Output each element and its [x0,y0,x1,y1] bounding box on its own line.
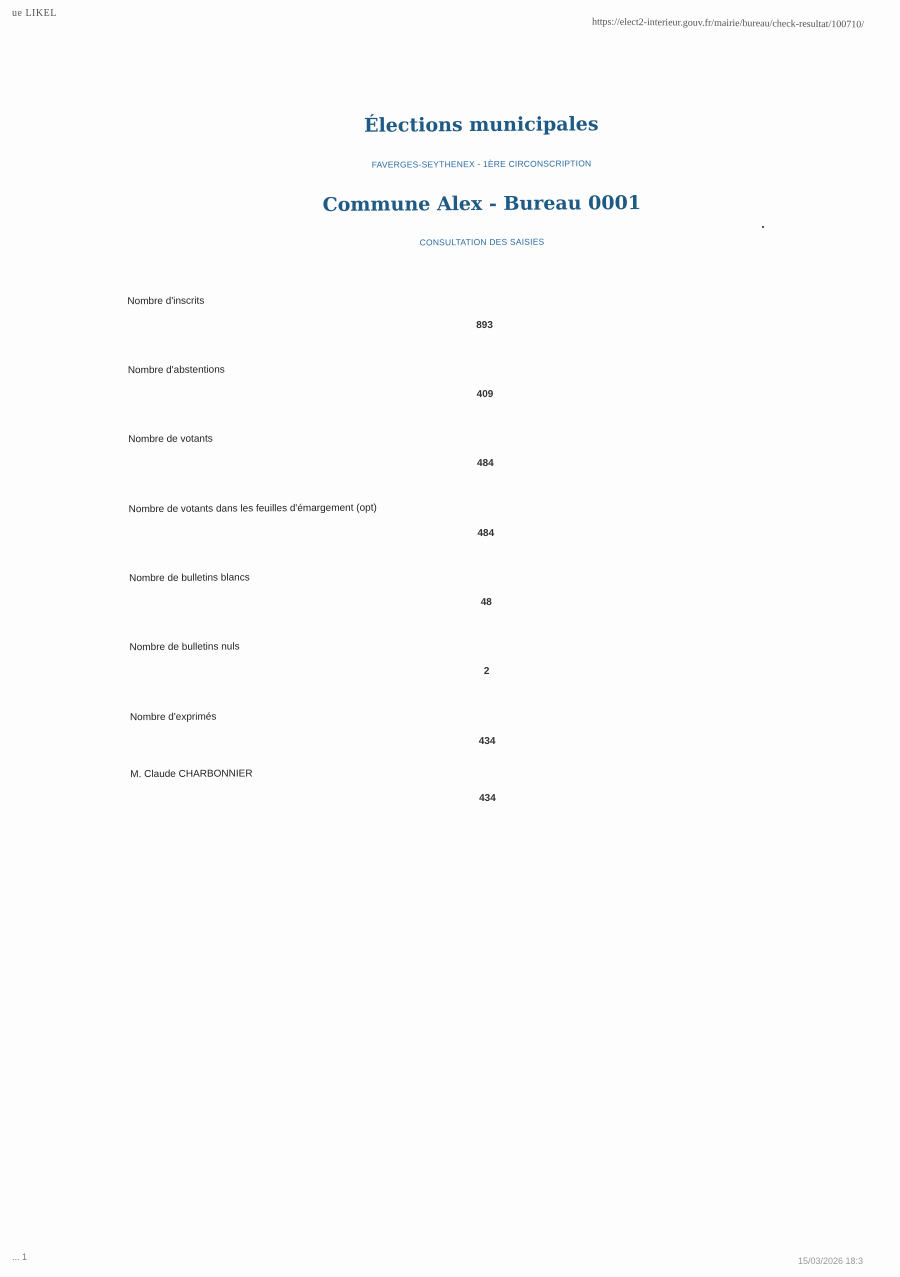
consultation-label: CONSULTATION DES SAISIES [419,236,545,248]
stat-value-exprimes: 434 [478,735,496,748]
stat-label-blancs: Nombre de bulletins blancs [129,572,250,585]
stat-label-votants-emargement: Nombre de votants dans les feuilles d'émargement (opt) [128,502,377,516]
stat-label-nuls: Nombre de bulletins nuls [129,641,240,654]
stat-value-inscrits: 893 [476,319,493,332]
stat-label-votants: Nombre de votants [128,433,213,446]
page-url: https://elect2-interieur.gouv.fr/mairie/bureau/check-resultat/100710/ [591,16,865,31]
page-title: Élections municipales [364,113,599,137]
stat-label-abstentions: Nombre d'abstentions [127,364,225,377]
stat-value-votants: 484 [477,457,494,470]
stat-value-candidate: 434 [479,792,496,805]
stat-value-abstentions: 409 [476,388,494,401]
footer-page-number: ... 1 [12,1252,28,1262]
election-subtitle: FAVERGES-SEYTHENEX - 1ÈRE CIRCONSCRIPTION [371,158,592,170]
stat-value-blancs: 48 [480,596,492,608]
scan-speck [762,226,764,228]
commune-heading: Commune Alex - Bureau 0001 [322,192,642,216]
stat-value-votants-emargement: 484 [477,527,495,540]
stat-label-inscrits: Nombre d'inscrits [127,295,205,308]
footer-timestamp: 15/03/2026 18:3 [798,1256,864,1266]
stat-label-candidate: M. Claude CHARBONNIER [130,768,253,781]
stat-label-exprimes: Nombre d'exprimés [129,711,217,724]
stat-value-nuls: 2 [483,665,490,677]
scan-left-header: ue LIKEL [12,8,57,19]
